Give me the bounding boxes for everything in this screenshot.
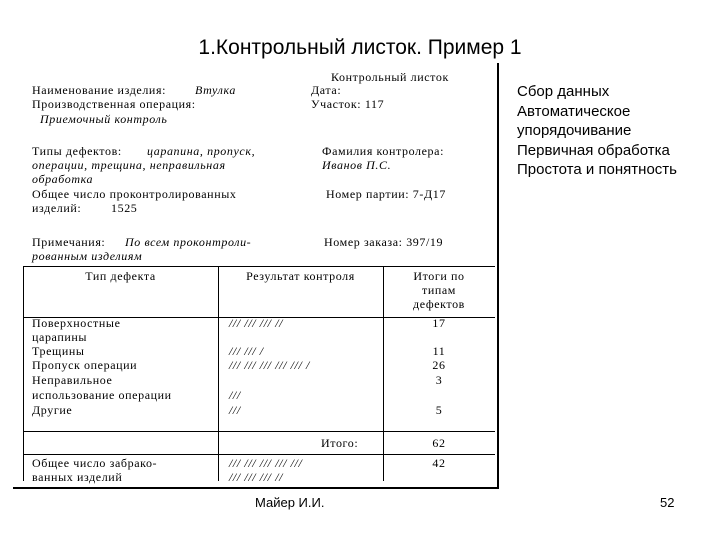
inspector-value: Иванов П.С.	[322, 158, 392, 172]
rejected-label-line2: ванных изделий	[32, 470, 123, 484]
col-totals-header-line3: дефектов	[413, 297, 465, 311]
defect-types-label: Типы дефектов:	[32, 144, 122, 158]
defect-types-line2: операции, трещина, неправильная	[32, 158, 226, 172]
slide-title: 1.Контрольный листок. Пример 1	[198, 36, 522, 59]
note-label: Примечания:	[32, 235, 106, 249]
col-result-header: Результат контроля	[246, 269, 355, 283]
total-value: 62	[432, 436, 446, 450]
col-defect-header: Тип дефекта	[85, 269, 156, 283]
order-label: Номер заказа: 397/19	[324, 235, 444, 249]
row-tally: ///	[229, 388, 241, 402]
row-type: Поверхностные	[32, 316, 121, 330]
bullet-item: Простота и понятность	[517, 161, 677, 178]
batch-label: Номер партии: 7-Д17	[326, 187, 446, 201]
inspector-label: Фамилия контролера:	[322, 144, 445, 158]
row-total: 5	[435, 403, 443, 417]
sheet-header: Контрольный листок	[331, 70, 449, 84]
total-checked-line1: Общее число проконтролированных	[32, 187, 237, 201]
row-type-line2: царапины	[32, 330, 88, 344]
product-value: Втулка	[195, 83, 236, 97]
author-footer: Майер И.И.	[255, 495, 325, 510]
bullet-item: Первичная обработка	[517, 141, 670, 159]
row-type: Трещины	[32, 344, 85, 358]
table-left-border	[23, 266, 24, 481]
rejected-tally-line1: /// /// /// /// ///	[229, 456, 303, 470]
total-checked-line2: изделий:	[32, 201, 82, 215]
date-label: Дата:	[311, 83, 342, 97]
row-total: 11	[432, 344, 446, 358]
bullet-item: Автоматическое упорядочивание	[517, 102, 632, 139]
rejected-label-line1: Общее число забрако-	[32, 456, 158, 470]
row-tally: /// /// /// /// /// /	[229, 358, 310, 372]
row-total: 17	[432, 316, 446, 330]
product-label: Наименование изделия:	[32, 83, 167, 97]
defect-types-line3: обработка	[32, 172, 94, 186]
table-rows-bottom	[23, 431, 495, 432]
row-type-line2: использование операции	[32, 388, 172, 402]
table-top-border	[23, 266, 495, 267]
total-label: Итого:	[321, 436, 359, 450]
row-tally: /// /// /// //	[229, 316, 284, 330]
row-tally: /// /// /	[229, 344, 264, 358]
rejected-tally-line2: /// /// /// //	[229, 470, 284, 484]
defect-types-line1: царапина, пропуск,	[147, 144, 256, 158]
row-total: 26	[432, 358, 446, 372]
row-tally: ///	[229, 403, 241, 417]
bullet-list	[517, 82, 717, 180]
note-line2: рованным изделиям	[32, 249, 143, 263]
page-number: 52	[660, 495, 675, 510]
table-total-bottom	[23, 454, 495, 455]
row-type: Пропуск операции	[32, 358, 138, 372]
rejected-value: 42	[432, 456, 446, 470]
control-sheet	[13, 63, 499, 489]
row-type: Неправильное	[32, 373, 113, 387]
total-checked-value: 1525	[111, 201, 138, 215]
col-totals-header-line1: Итоги по	[413, 269, 465, 283]
row-type: Другие	[32, 403, 73, 417]
bullet-item: Сбор данных	[517, 83, 610, 100]
note-line1: По всем проконтроли-	[125, 235, 252, 249]
table-divider-1	[218, 266, 219, 481]
operation-label: Производственная операция:	[32, 97, 196, 111]
row-total: 3	[435, 373, 443, 387]
operation-value: Приемочный контроль	[40, 112, 168, 126]
col-totals-header-line2: типам	[421, 283, 456, 297]
section-label: Участок: 117	[311, 97, 385, 111]
